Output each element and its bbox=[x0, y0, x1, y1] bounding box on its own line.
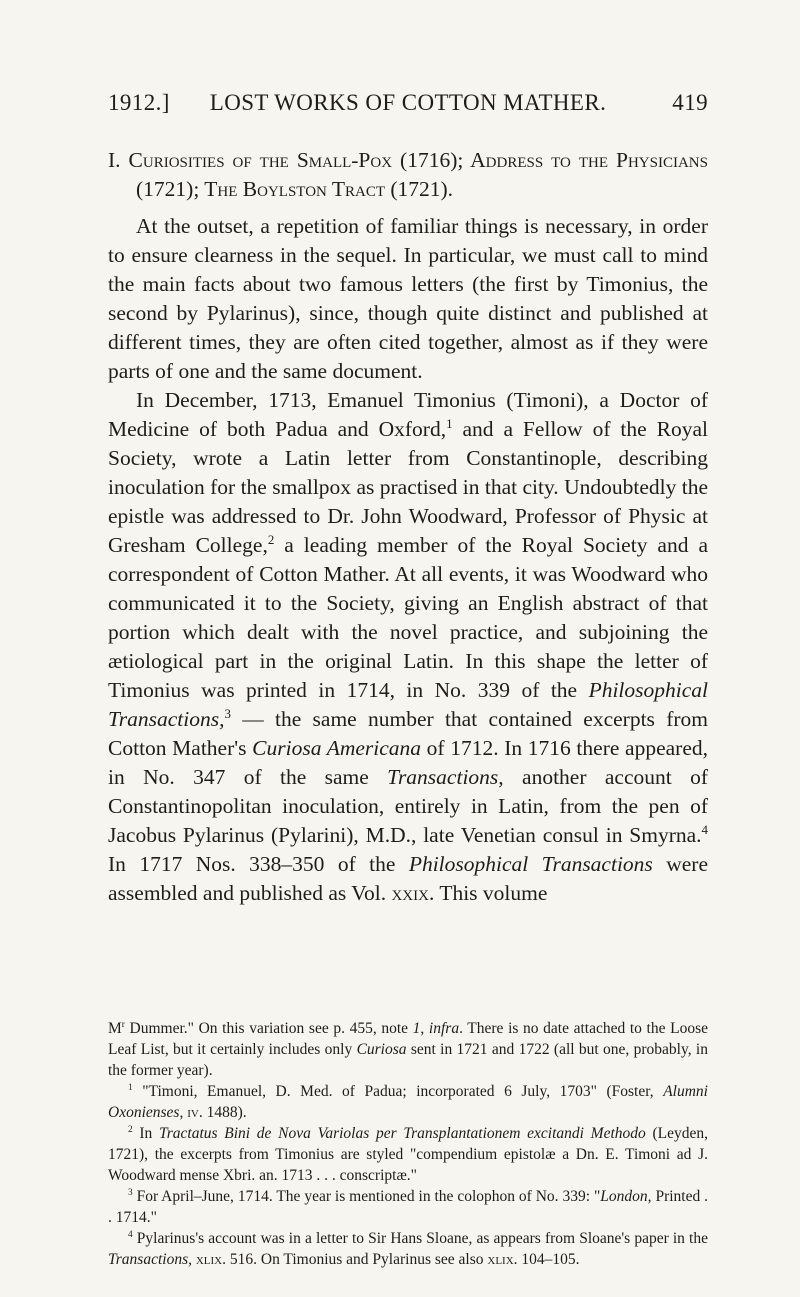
heading-part2: Address to the Physicians (1721); bbox=[136, 148, 708, 201]
header-title: LOST WORKS OF COTTON MATHER. bbox=[209, 90, 607, 115]
footnote-ref-1: 1 bbox=[446, 416, 453, 431]
footnote-2: $^2$ In Tractatus Bini de Nova Variolas per Transplantationem excitandi Methodo (Leyden, 1721), the excerpts from Timonius are styled "compendium epistolæ a Dn. E. Timoni ad J. Woodward mense Xbri. an. 1713 . . . conscriptæ." bbox=[108, 1124, 708, 1184]
footnote-1: $^1$ "Timoni, Emanuel, D. Med. of Padua; incorporated 6 July, 1703" (Foster, Alumni Oxonienses, iv. 1488). bbox=[108, 1082, 708, 1121]
heading-part1: Curiosities of the Small-Pox (1716); bbox=[128, 148, 464, 172]
footnotes bbox=[108, 1018, 708, 1270]
heading-part3: The Boylston Tract (1721). bbox=[204, 177, 454, 201]
running-head bbox=[108, 90, 708, 120]
header-year: 1912.] bbox=[108, 90, 170, 115]
footnote-ref-4: 4 bbox=[701, 822, 708, 837]
main-text bbox=[108, 146, 708, 908]
paragraph-2: In December, 1713, Emanuel Timonius (Timoni), a Doctor of Medicine of both Padua and Oxford,$^1$ and a Fellow of the Royal Society, wrote a Latin letter from Constantinople, describing inoculation for the smallpox as practised in that city. Undoubtedly the epistle was addressed to Dr. John Woodward, Professor of Physic at Gresham College,$^2$ a leading member of the Royal Society and a correspondent of Cotton Mather. At all events, it was Woodward who communicated it to the Society, giving an English abstract of that portion which dealt with the novel practice, and subjoining the ætiological part in the original Latin. In this shape the letter of Timonius was printed in 1714, in No. 339 of the Philosophical Transactions,$^3$ — the same number that contained excerpts from Cotton Mather's Curiosa Americana of 1712. In 1716 there appeared, in No. 347 of the same Transactions, another account of Constantinopolitan inoculation, entirely in Latin, from the pen of Jacobus Pylarinus (Pylarini), M.D., late Venetian consul in Smyrna.$^4$ In 1717 Nos. 338–350 of the Philosophical Transactions were assembled and published as Vol. xxix. This volume bbox=[108, 388, 708, 905]
footnote-4: $^4$ Pylarinus's account was in a letter to Sir Hans Sloane, as appears from Sloane's paper in the Transactions, xlix. 516. On Timonius and Pylarinus see also xlix. 104–105. bbox=[108, 1229, 708, 1268]
paragraph-1: At the outset, a repetition of familiar things is necessary, in order to ensure clearness in the sequel. In particular, we must call to mind the main facts about two famous letters (the first by Timonius, the second by Pylarinus), since, though quite distinct and published at different times, they are often cited together, almost as if they were parts of one and the same document. bbox=[108, 214, 708, 383]
footnote-3: $^3$ For April–June, 1714. The year is mentioned in the colophon of No. 339: "London, Printed . . 1714." bbox=[108, 1187, 709, 1226]
section-heading bbox=[108, 146, 708, 204]
footnote-ref-3: 3 bbox=[224, 706, 231, 721]
heading-number: I. bbox=[108, 148, 121, 172]
footnote-ref-2: 2 bbox=[267, 532, 275, 547]
page-number: 419 bbox=[672, 90, 708, 115]
footnote-continuation: $M^r$ Dummer." On this variation see p. 455, note 1, infra. There is no date attached to the Loose Leaf List, but it certainly includes only Curiosa sent in 1721 and 1722 (all but one, probably, in the former year). bbox=[108, 1019, 708, 1079]
